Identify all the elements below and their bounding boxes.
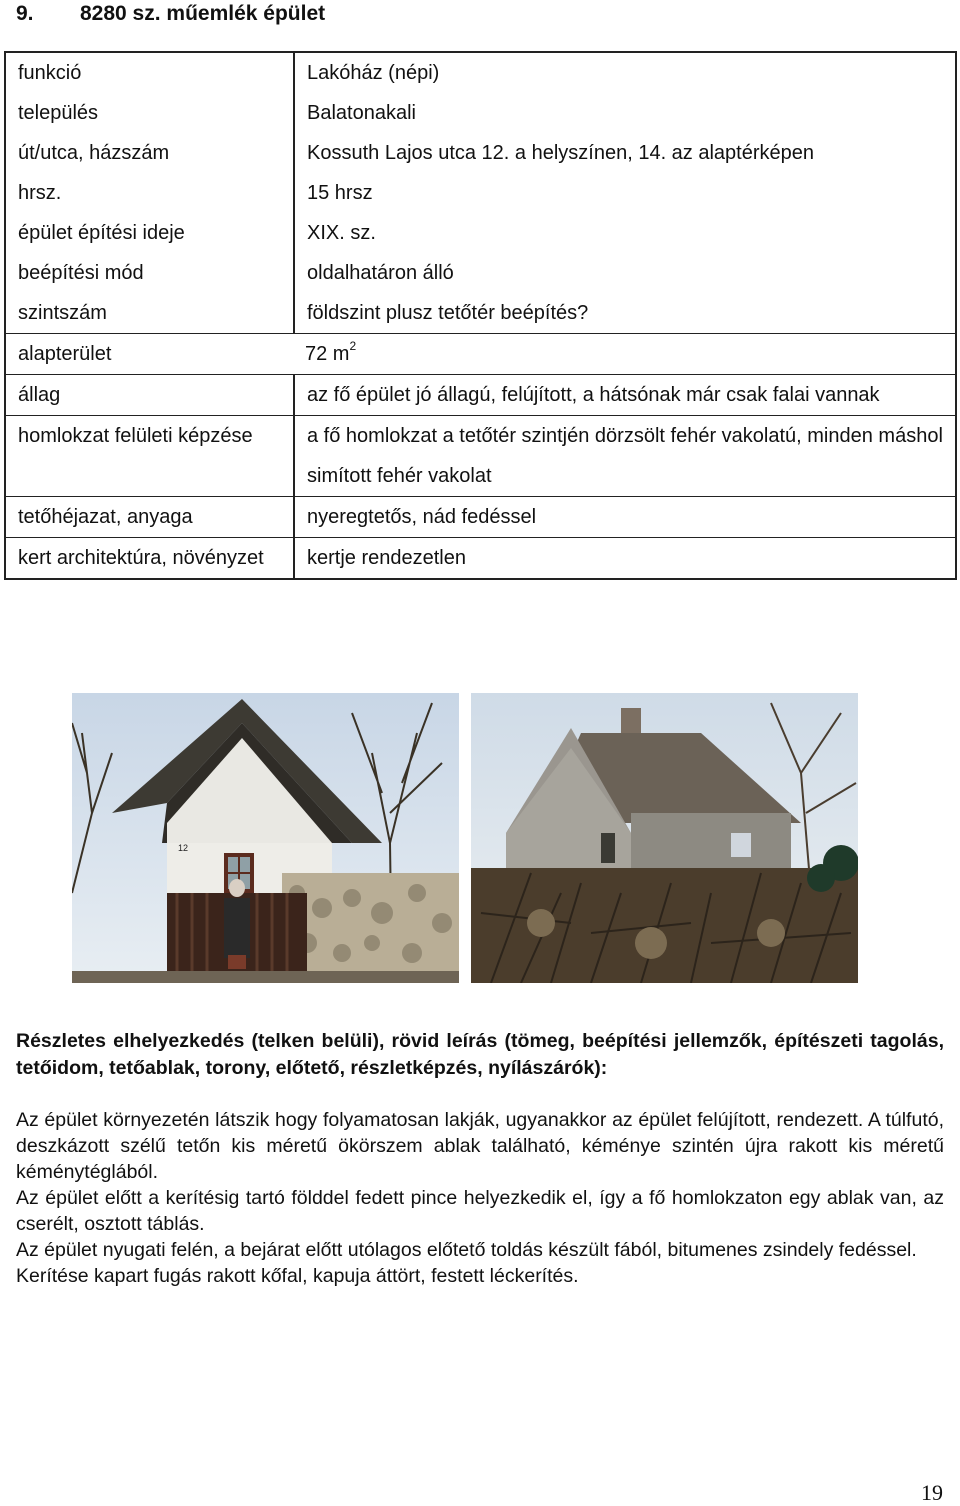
- table-row: [5, 497, 956, 538]
- row-value: Kossuth Lajos utca 12. a helyszínen, 14. az alaptérképen: [294, 133, 956, 173]
- heading-title: 8280 sz. műemlék épület: [80, 2, 326, 25]
- row-value: 72 m: [305, 343, 350, 365]
- house-photo-right: [471, 693, 858, 983]
- row-value: 15 hrsz: [294, 173, 956, 213]
- description-heading: Részletes elhelyezkedés (telken belüli), rövid leírás (tömeg, beépítési jellemzők, építészeti tagolás, tetőidom, tetőablak, torony, előtető, részletképzés, nyílászárók):: [16, 1030, 944, 1079]
- row-value: Balatonakali: [294, 93, 956, 133]
- photo-rear-house: [471, 693, 858, 983]
- table-row: [5, 93, 956, 133]
- row-key: beépítési mód: [5, 253, 294, 293]
- row-key: állag: [5, 375, 294, 416]
- description-paragraph: Az épület környezetén látszik hogy folyamatosan lakják, ugyanakkor az épület felújított, rendezett. A túlfutó, deszkázott szélű tetőn kis méretű ökörszem ablak található, kéménye szintén újra rakott kis méretű kéménytéglából.: [16, 1109, 944, 1183]
- section-heading: [16, 2, 325, 26]
- row-key: hrsz.: [5, 173, 294, 213]
- row-value: XIX. sz.: [294, 213, 956, 253]
- table-row: [5, 334, 956, 375]
- row-value: kertje rendezetlen: [294, 538, 956, 580]
- table-row: [5, 293, 956, 334]
- row-key: homlokzat felületi képzése: [5, 416, 294, 497]
- table-row: [5, 173, 956, 213]
- table-row: [5, 253, 956, 293]
- description-paragraph: Az épület nyugati felén, a bejárat előtt utólagos előtető toldás készült fából, bitumenes zsindely fedéssel.: [16, 1239, 917, 1261]
- description-paragraph: Az épület előtt a kerítésig tartó földdel fedett pince helyezkedik el, így a fő homlokzaton egy ablak van, az cserélt, osztott táblás.: [16, 1187, 944, 1235]
- row-value: az fő épület jó állagú, felújított, a hátsónak már csak falai vannak: [294, 375, 956, 416]
- row-value: oldalhatáron álló: [294, 253, 956, 293]
- area-row: [5, 334, 956, 375]
- row-key: út/utca, házszám: [5, 133, 294, 173]
- description-body: [16, 1107, 944, 1289]
- building-data-table: [4, 51, 957, 580]
- row-key: település: [5, 93, 294, 133]
- row-key: funkció: [5, 52, 294, 93]
- row-key: épület építési ideje: [5, 213, 294, 253]
- row-value: Lakóház (népi): [294, 52, 956, 93]
- table-row: [5, 538, 956, 580]
- description-paragraph: Kerítése kapart fugás rakott kőfal, kapuja áttört, festett léckerítés.: [16, 1265, 579, 1287]
- table-row: [5, 416, 956, 497]
- unit-exponent: 2: [349, 339, 357, 353]
- row-key: szintszám: [5, 293, 294, 334]
- table-row: [5, 133, 956, 173]
- heading-number: 9.: [16, 2, 34, 25]
- house-photo-left: [72, 693, 459, 983]
- house-number-plate: 12: [178, 843, 189, 853]
- photo-front-house: [72, 693, 459, 983]
- row-key: kert architektúra, növényzet: [5, 538, 294, 580]
- table-row: [5, 52, 956, 93]
- row-key: alapterület: [18, 343, 112, 365]
- table-row: [5, 375, 956, 416]
- row-value: nyeregtetős, nád fedéssel: [294, 497, 956, 538]
- row-value: a fő homlokzat a tetőtér szintjén dörzsölt fehér vakolatú, minden máshol simított fehér vakolat: [294, 416, 956, 497]
- row-value: földszint plusz tetőtér beépítés?: [294, 293, 956, 334]
- page-number: 19: [921, 1480, 943, 1505]
- table-row: [5, 213, 956, 253]
- row-key: tetőhéjazat, anyaga: [5, 497, 294, 538]
